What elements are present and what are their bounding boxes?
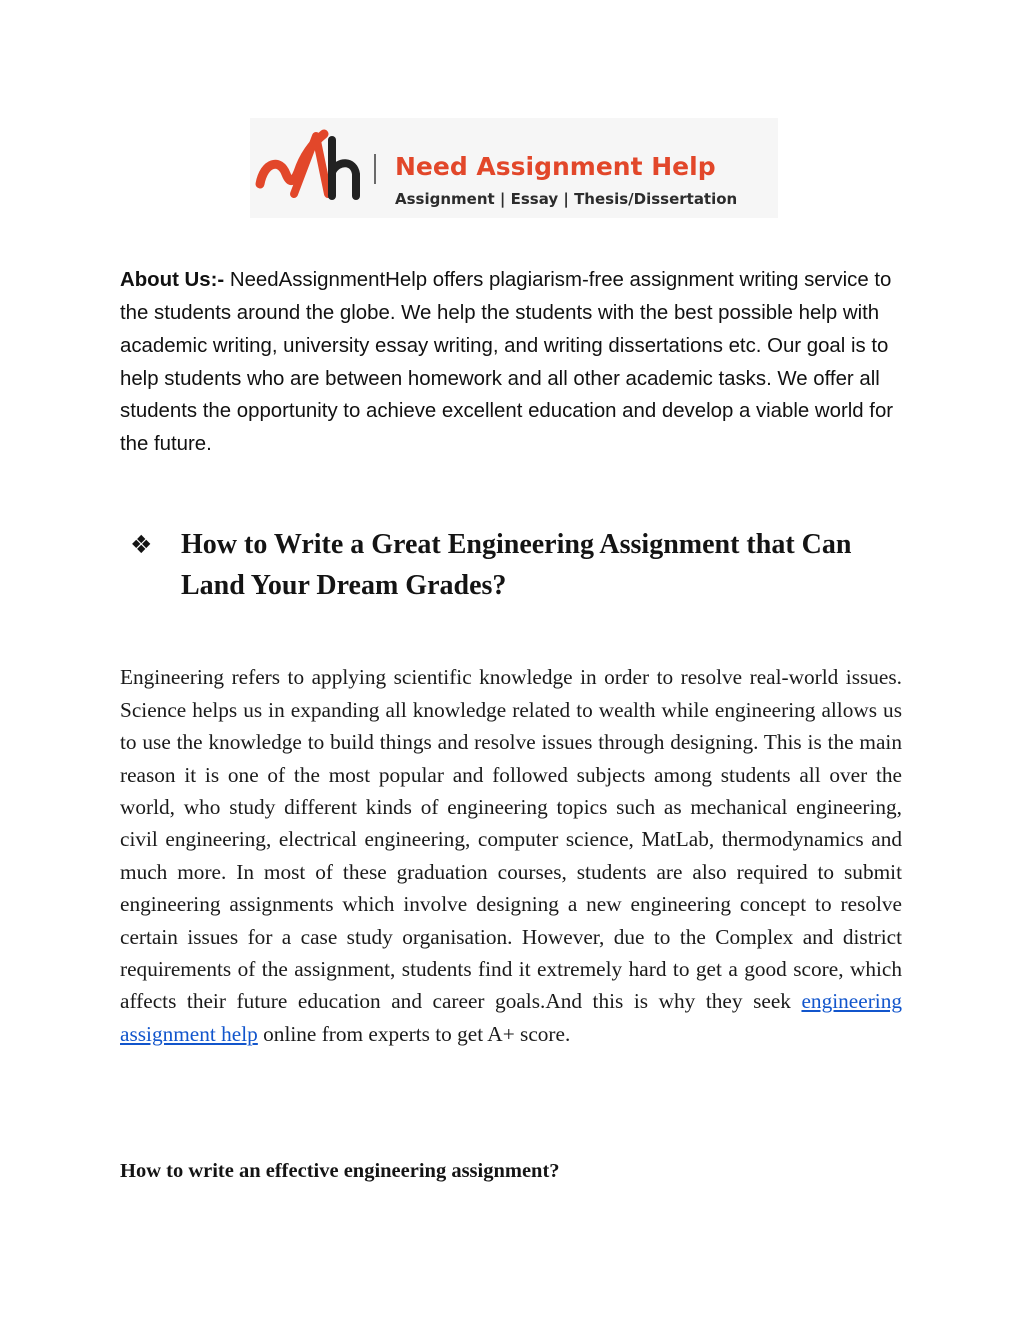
brand-logo [250,118,778,218]
section-subheading: How to write an effective engineering assignment? [120,1160,560,1182]
body-text-after-link: online from experts to get A+ score. [257,1021,571,1046]
about-text: NeedAssignmentHelp offers plagiarism-free assignment writing service to the students around the globe. We help the students with the best possible help with academic writing, university essay writing, and writing dissertations etc. Our goal is to help students who are between homework and all other academic tasks. We offer all students the opportunity to achieve excellent education and develop a viable world for the future. [120,269,894,455]
logo-tagline: Assignment | Essay | Thesis/Dissertation [395,190,738,208]
logo-brand-name: Need Assignment Help [395,152,716,181]
engineering-assignment-help-link[interactable]: engineering assignment help [120,989,902,1046]
body-paragraph [120,661,902,1050]
main-heading [130,524,890,606]
about-label: About Us:- [120,269,225,292]
nah-monogram-icon [254,122,366,206]
diamond-bullet-icon: ❖ [130,529,153,559]
main-heading-text: How to Write a Great Engineering Assignment that Can Land Your Dream Grades? [181,528,852,601]
body-text-before-link: Engineering refers to applying scientific knowledge in order to resolve real-world issues. Science helps us in expanding all knowledge related to wealth while engineering allows us to use the knowledge to build things and resolve issues through designing. This is the main reason it is one of the most popular and followed subjects among students all over the world, who study different kinds of engineering topics such as mechanical engineering, civil engineering, electrical engineering, computer science, MatLab, thermodynamics and much more. In most of these graduation courses, students are also required to submit engineering assignments which involve designing a new engineering concept to resolve certain issues for a case study organisation. However, due to the Complex and district requirements of the assignment, students find it extremely hard to get a good score, which affects their future education and career goals.And this is why they seek [120,665,902,1014]
about-paragraph [120,264,920,460]
logo-divider [374,154,376,184]
